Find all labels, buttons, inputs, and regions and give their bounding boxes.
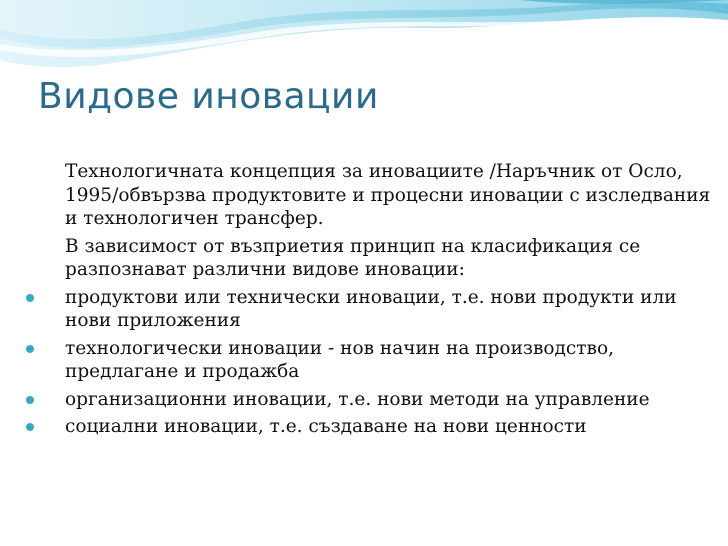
bullet-icon	[26, 396, 34, 404]
bullet-icon	[26, 423, 34, 431]
list-item	[22, 415, 712, 439]
list-item-text: организационни иновации, т.е. нови методи на управление	[65, 388, 650, 410]
bullet-icon	[26, 294, 34, 302]
paragraph-classification	[22, 235, 712, 282]
slide-title: Видове иновации	[38, 76, 379, 117]
slide-body	[22, 160, 712, 443]
list-item	[22, 286, 712, 333]
list-item-text: технологически иновации - нов начин на производство, предлагане и продажба	[65, 337, 614, 382]
paragraph-text: В зависимост от възприетия принцип на класификация се разпознават различни видове иновации:	[65, 235, 641, 280]
paragraph-oslo-manual	[22, 160, 712, 231]
list-item	[22, 337, 712, 384]
header-wave-decoration	[0, 0, 728, 80]
list-item-text: социални иновации, т.е. създаване на нови ценности	[65, 416, 587, 437]
paragraph-text: Технологичната концепция за иновациите /Наръчник от Осло, 1995/обвързва продуктовите и процесни иновации с изследвания и технологичен трансфер.	[65, 161, 711, 229]
bullet-icon	[26, 345, 34, 353]
list-item	[22, 388, 712, 412]
list-item-text: продуктови или технически иновации, т.е. нови продукти или нови приложения	[65, 286, 677, 331]
